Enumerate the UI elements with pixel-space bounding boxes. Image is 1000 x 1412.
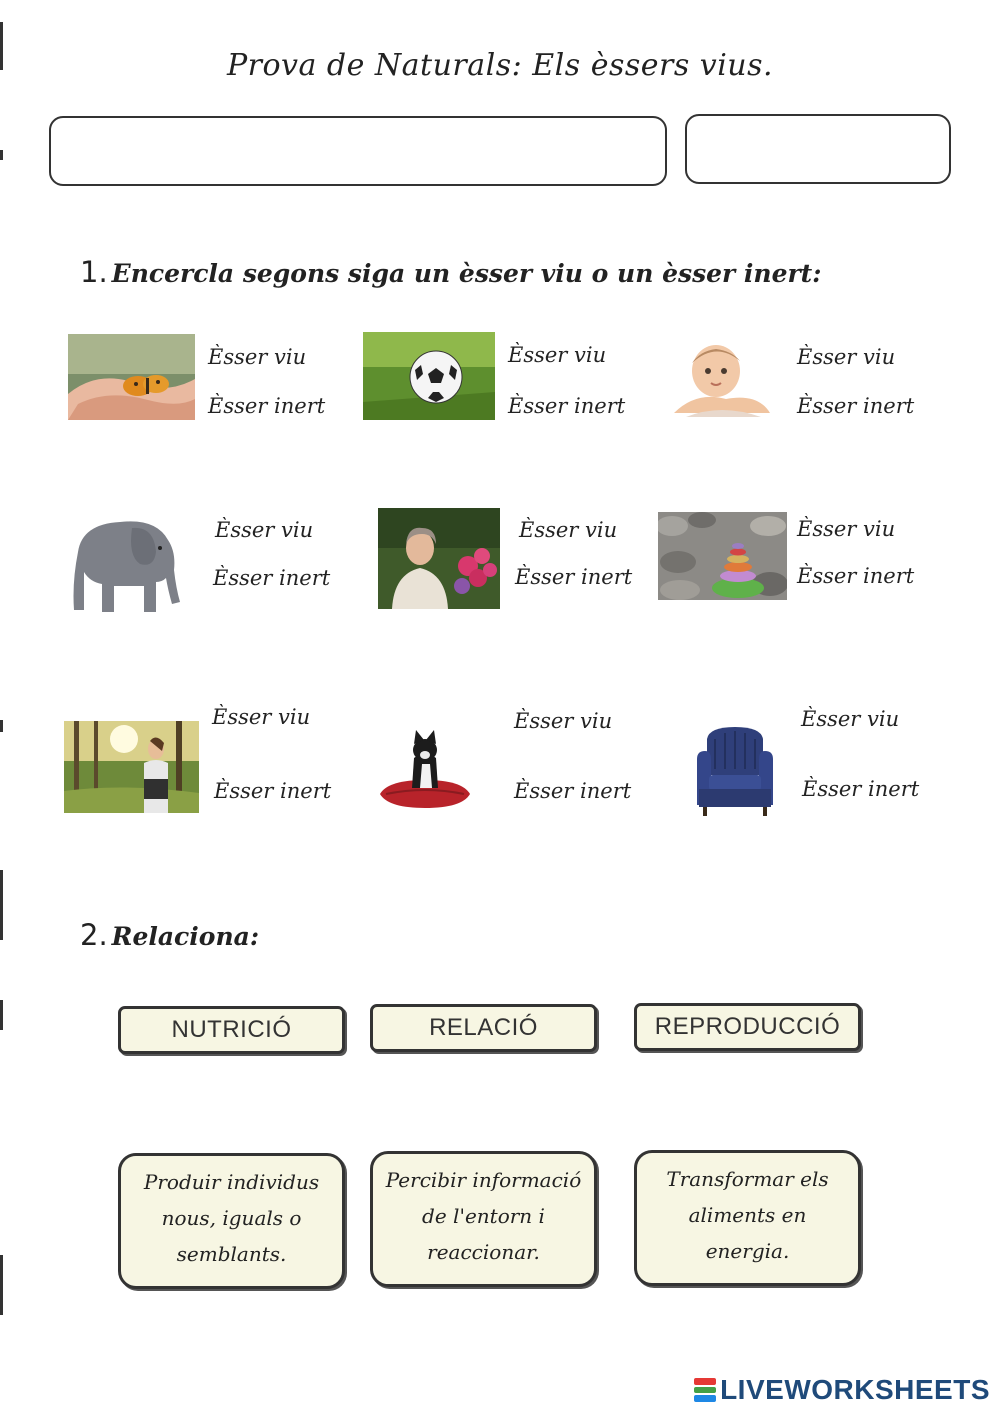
armchair-image <box>693 725 777 817</box>
option-esser-inert[interactable]: Èsser inert <box>515 565 633 589</box>
category-nutricio[interactable]: NUTRICIÓ <box>118 1006 345 1054</box>
definition-line: aliments en <box>688 1203 807 1227</box>
scan-mark <box>0 720 3 732</box>
liveworksheets-logo <box>694 1374 990 1406</box>
section-1-number: 1. <box>80 255 108 289</box>
option-esser-viu[interactable]: Èsser viu <box>801 707 900 731</box>
stacked-stones-image <box>658 512 787 600</box>
option-esser-viu[interactable]: Èsser viu <box>212 705 311 729</box>
option-esser-viu[interactable]: Èsser viu <box>514 709 613 733</box>
scan-mark <box>0 1255 3 1315</box>
butterfly-image <box>68 334 195 420</box>
section-2-instruction: Relaciona: <box>111 922 260 951</box>
scan-mark <box>0 870 3 940</box>
option-esser-inert[interactable]: Èsser inert <box>802 777 920 801</box>
option-esser-viu[interactable]: Èsser viu <box>215 518 314 542</box>
option-esser-viu[interactable]: Èsser viu <box>797 517 896 541</box>
option-esser-viu[interactable]: Èsser viu <box>797 345 896 369</box>
option-esser-inert[interactable]: Èsser inert <box>797 564 915 588</box>
elephant-image <box>70 512 186 618</box>
definition-line: Produir individus <box>143 1170 320 1194</box>
definition-line: Transformar els <box>666 1167 829 1191</box>
option-esser-viu[interactable]: Èsser viu <box>508 343 607 367</box>
definition-line: Percibir informació <box>385 1168 582 1192</box>
definition-line: energia. <box>705 1239 790 1263</box>
option-esser-inert[interactable]: Èsser inert <box>208 394 326 418</box>
option-esser-inert[interactable]: Èsser inert <box>214 779 332 803</box>
section-2-heading <box>80 918 259 952</box>
soccer-ball-image <box>363 332 495 420</box>
dog-on-cushion-image <box>378 728 472 810</box>
logo-stripe <box>694 1378 716 1385</box>
name-input-box[interactable] <box>49 116 667 186</box>
definition-card-2[interactable] <box>370 1151 597 1287</box>
definition-line: reaccionar. <box>427 1240 540 1264</box>
option-esser-viu[interactable]: Èsser viu <box>519 518 618 542</box>
category-reproduccio[interactable]: REPRODUCCIÓ <box>634 1003 861 1051</box>
baby-image <box>666 333 776 419</box>
option-esser-inert[interactable]: Èsser inert <box>213 566 331 590</box>
option-esser-inert[interactable]: Èsser inert <box>797 394 915 418</box>
section-2-number: 2. <box>80 918 108 952</box>
definition-card-3[interactable] <box>634 1150 861 1286</box>
option-esser-viu[interactable]: Èsser viu <box>208 345 307 369</box>
elderly-woman-image <box>378 508 500 609</box>
definition-card-1[interactable] <box>118 1153 345 1289</box>
worksheet-title: Prova de Naturals: Els èssers vius. <box>226 48 774 83</box>
scan-mark <box>0 150 3 160</box>
option-esser-inert[interactable]: Èsser inert <box>514 779 632 803</box>
definition-line: semblants. <box>176 1242 287 1266</box>
date-input-box[interactable] <box>685 114 951 184</box>
liveworksheets-wordmark: LIVEWORKSHEETS <box>720 1374 990 1405</box>
definition-line: de l'entorn i <box>422 1204 545 1228</box>
section-1-instruction: Encercla segons siga un èsser viu o un èsser inert: <box>111 259 822 288</box>
category-relacio[interactable]: RELACIÓ <box>370 1004 597 1052</box>
section-1-heading <box>80 255 821 289</box>
logo-stripe <box>694 1395 716 1402</box>
liveworksheets-logo-icon <box>694 1377 716 1403</box>
scan-mark <box>0 1000 3 1030</box>
logo-stripe <box>694 1387 716 1394</box>
option-esser-inert[interactable]: Èsser inert <box>508 394 626 418</box>
runner-in-forest-image <box>64 721 199 813</box>
definition-line: nous, iguals o <box>161 1206 302 1230</box>
